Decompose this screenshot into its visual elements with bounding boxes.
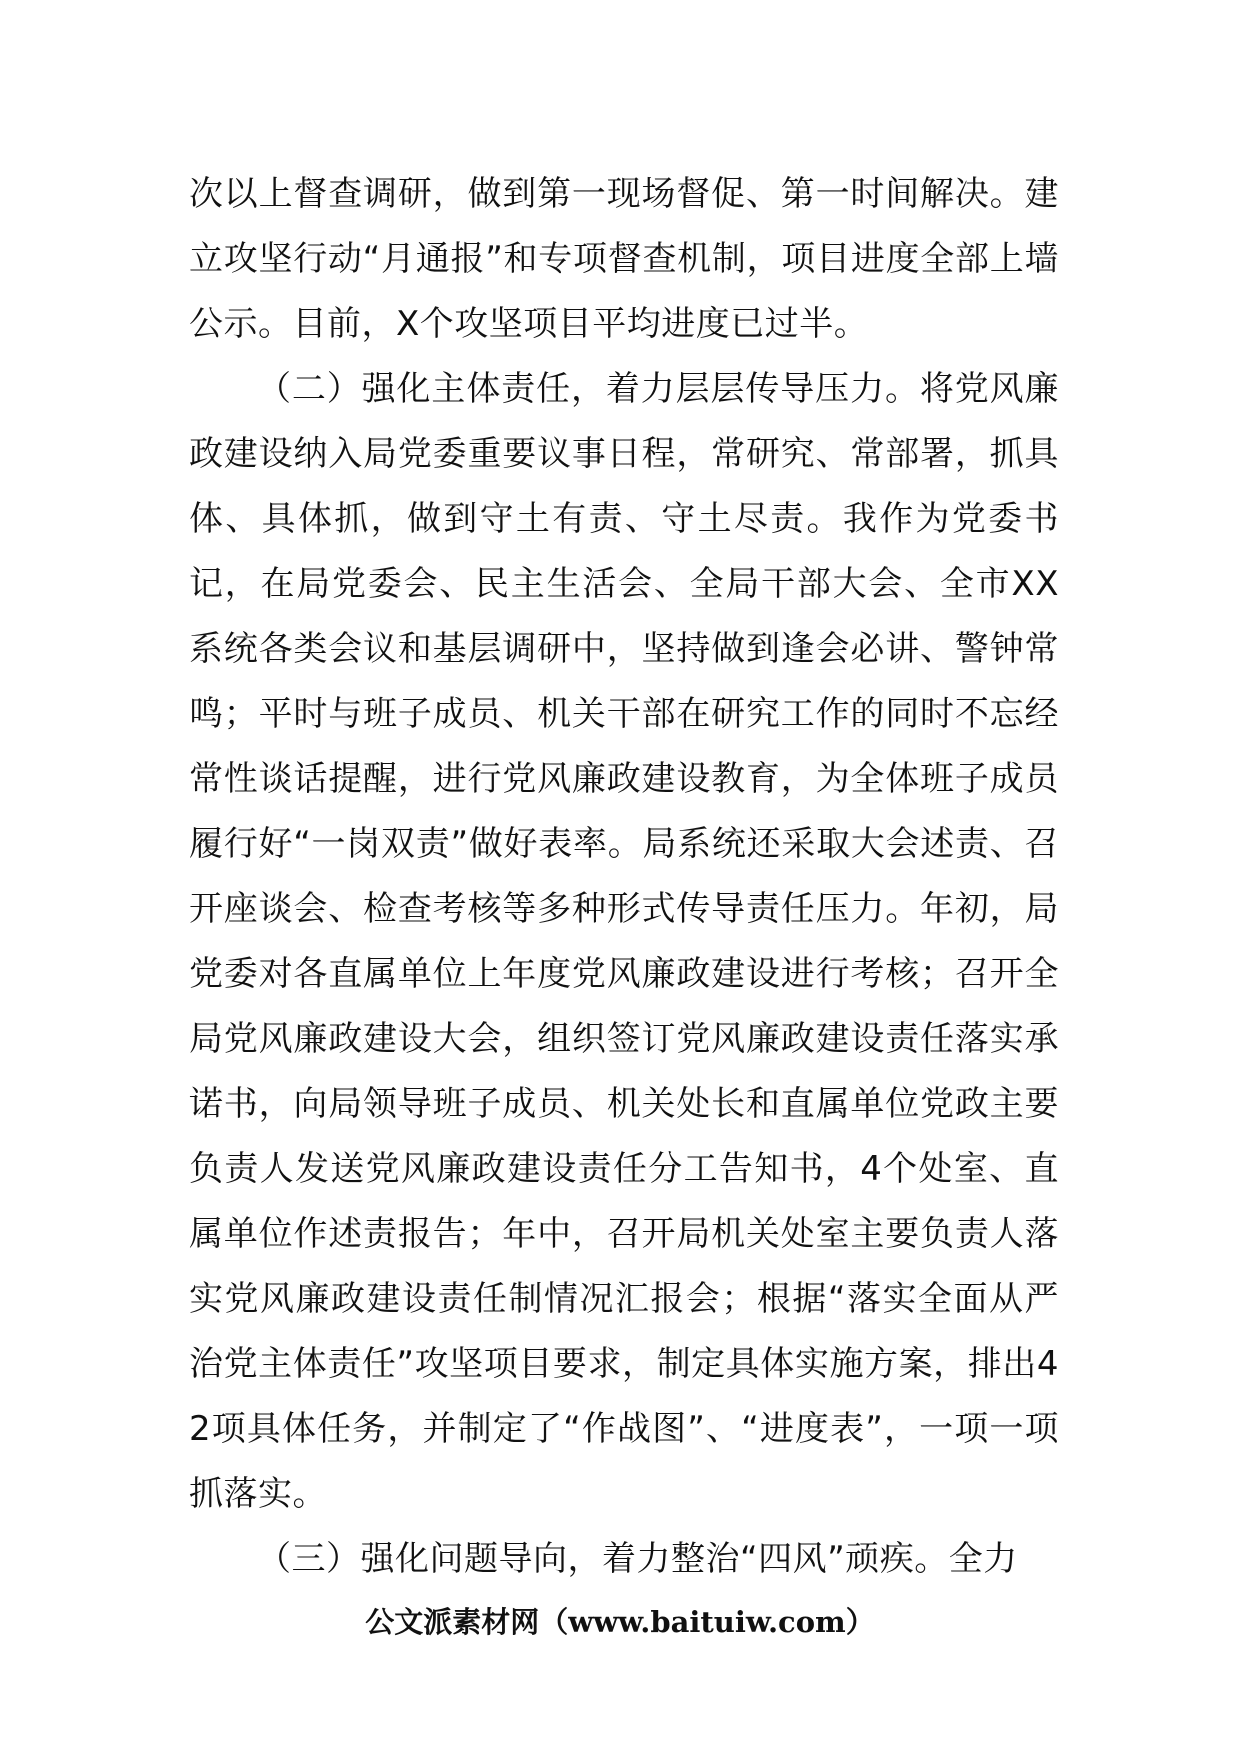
footer-watermark: 公文派素材网（www.baituiw.com）: [365, 1605, 875, 1639]
document-body: [189, 162, 1059, 1592]
paragraph-section-three: （三）强化问题导向，着力整治“四风”顽疾。全力: [257, 1539, 1018, 1579]
paragraph-continuation: 次以上督查调研，做到第一现场督促、第一时间解决。建立攻坚行动“月通报”和专项督查机制，项目进度全部上墙公示。目前，X个攻坚项目平均进度已过半。: [189, 174, 1059, 344]
paragraph-section-two: （二）强化主体责任，着力层层传导压力。将党风廉政建设纳入局党委重要议事日程，常研究、常部署，抓具体、具体抓，做到守土有责、守土尽责。我作为党委书记，在局党委会、民主生活会、全局干部大会、全市XX系统各类会议和基层调研中，坚持做到逢会必讲、警钟常鸣；平时与班子成员、机关干部在研究工作的同时不忘经常性谈话提醒，进行党风廉政建设教育，为全体班子成员履行好“一岗双责”做好表率。局系统还采取大会述责、召开座谈会、检查考核等多种形式传导责任压力。年初，局党委对各直属单位上年度党风廉政建设进行考核；召开全局党风廉政建设大会，组织签订党风廉政建设责任落实承诺书，向局领导班子成员、机关处长和直属单位党政主要负责人发送党风廉政建设责任分工告知书，4个处室、直属单位作述责报告；年中，召开局机关处室主要负责人落实党风廉政建设责任制情况汇报会；根据“落实全面从严治党主体责任”攻坚项目要求，制定具体实施方案，排出42项具体任务，并制定了“作战图”、“进度表”，一项一项抓落实。: [189, 369, 1059, 1514]
